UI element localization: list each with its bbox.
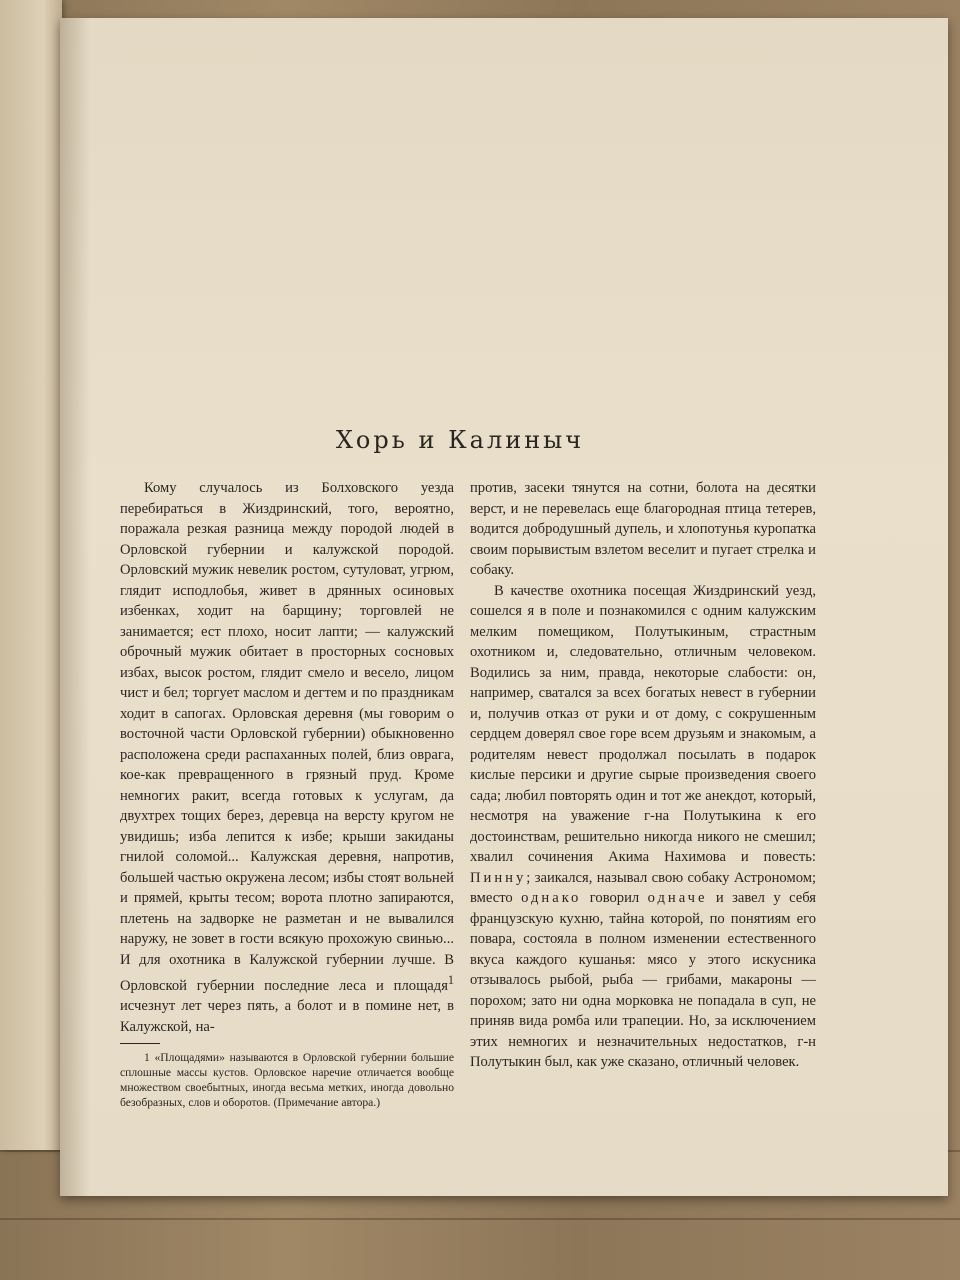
left-column <box>120 478 454 1110</box>
footnote: 1 «Площадями» называются в Орловской губернии большие сплошные массы кустов. Орловское наречие отличается вообще множеством своебытных, иногда весьма метких, иногда довольно безобразных, слов и оборотов. (Примечание автора.) <box>120 1051 454 1110</box>
spaced-word: Пинну <box>470 869 527 886</box>
book-page <box>60 18 948 1196</box>
chapter-title: Хорь и Калиныч <box>335 426 585 454</box>
footnote-marker: 1 <box>447 973 454 987</box>
paragraph: В качестве охотника посещая Жиздринский уезд, сошелся я в поле и познакомился с одним калужским мелким помещиком, Полутыкиным, страстным охотником и, следовательно, отличным человеком. Водились за ним, правда, некоторые слабости: он, например, сватался за всех богатых невест в губернии и, получив отказ от руки и от дому, с сокрушенным сердцем доверял свое горе всем друзьям и знакомым, а родителям невест продолжал посылать в подарок кислые персики и другие сырые произведения своего сада; любил повторять один и тот же анекдот, который, несмотря на уважение г-на Полутыкина к его достоинствам, решительно никогда никого не смешил; хвалил сочинения Акима Нахимова и повесть: Пинну; заикался, называл свою собаку Астрономом; вместо однако говорил одначе и завел у себя французскую кухню, тайна которой, по понятиям его повара, состояла в полном изменении естественного вкуса каждого кушанья: мясо у этого искусника отзывалось рыбой, рыба — грибами, макароны — порохом; зато ни одна морковка не попадала в суп, не приняв вида ромба или трапеции. Но, за исключением этих немногих и незначительных недостатков, г-н Полутыкин был, как уже сказано, отличный человек. <box>470 582 816 1070</box>
spaced-word: однако <box>521 890 582 906</box>
previous-page-edge <box>0 0 62 1150</box>
footnote-rule <box>120 1043 160 1044</box>
paragraph: против, засеки тянутся на сотни, болота на десятки верст, и не перевелась еще благородная птица тетерев, водится добродушный дупель, и хлопотунья куропатка своим порывистым взлетом веселит и пугает стрелка и собаку. <box>470 480 816 578</box>
spaced-word: одначе <box>647 890 708 906</box>
paragraph: Кому случалось из Болховского уезда перебираться в Жиздринский, того, вероятно, поражала резкая разница между породой людей в Орловской губернии и калужской породой. Орловский мужик невелик ростом, сутуловат, угрюм, глядит исподлобья, живет в дрянных осиновых избенках, ходит на барщину; торговлей не занимается; ест плохо, носит лапти; — калужский оброчный мужик обитает в просторных сосновых избах, высок ростом, глядит смело и весело, лицом чист и бел; торгует маслом и дегтем и по праздникам ходит в сапогах. Орловская деревня (мы говорим о восточной части Орловской губернии) обыкновенно расположена среди распаханных полей, близ оврага, кое-как превращенного в грязный пруд. Кроме немногих ракит, всегда готовых к услугам, да двухтрех тощих берез, деревца на версту кругом не увидишь; изба лепится к избе; крыши закиданы гнилой соломой... Калужская деревня, напротив, большей частью окружена лесом; избы стоят вольней и прямей, крыты тесом; ворота плотно запираются, плетень на задворке не разметан и не вывалился наружу, не зовет в гости всякую прохожую свинью... И для охотника в Калужской губернии лучше. В Орловской губернии последние леса и площадя$^1$ исчезнут лет через пять, а болот и в помине нет, в Калужской, на- <box>120 480 454 1035</box>
spine-shadow <box>60 18 90 1196</box>
right-column <box>470 478 816 1073</box>
